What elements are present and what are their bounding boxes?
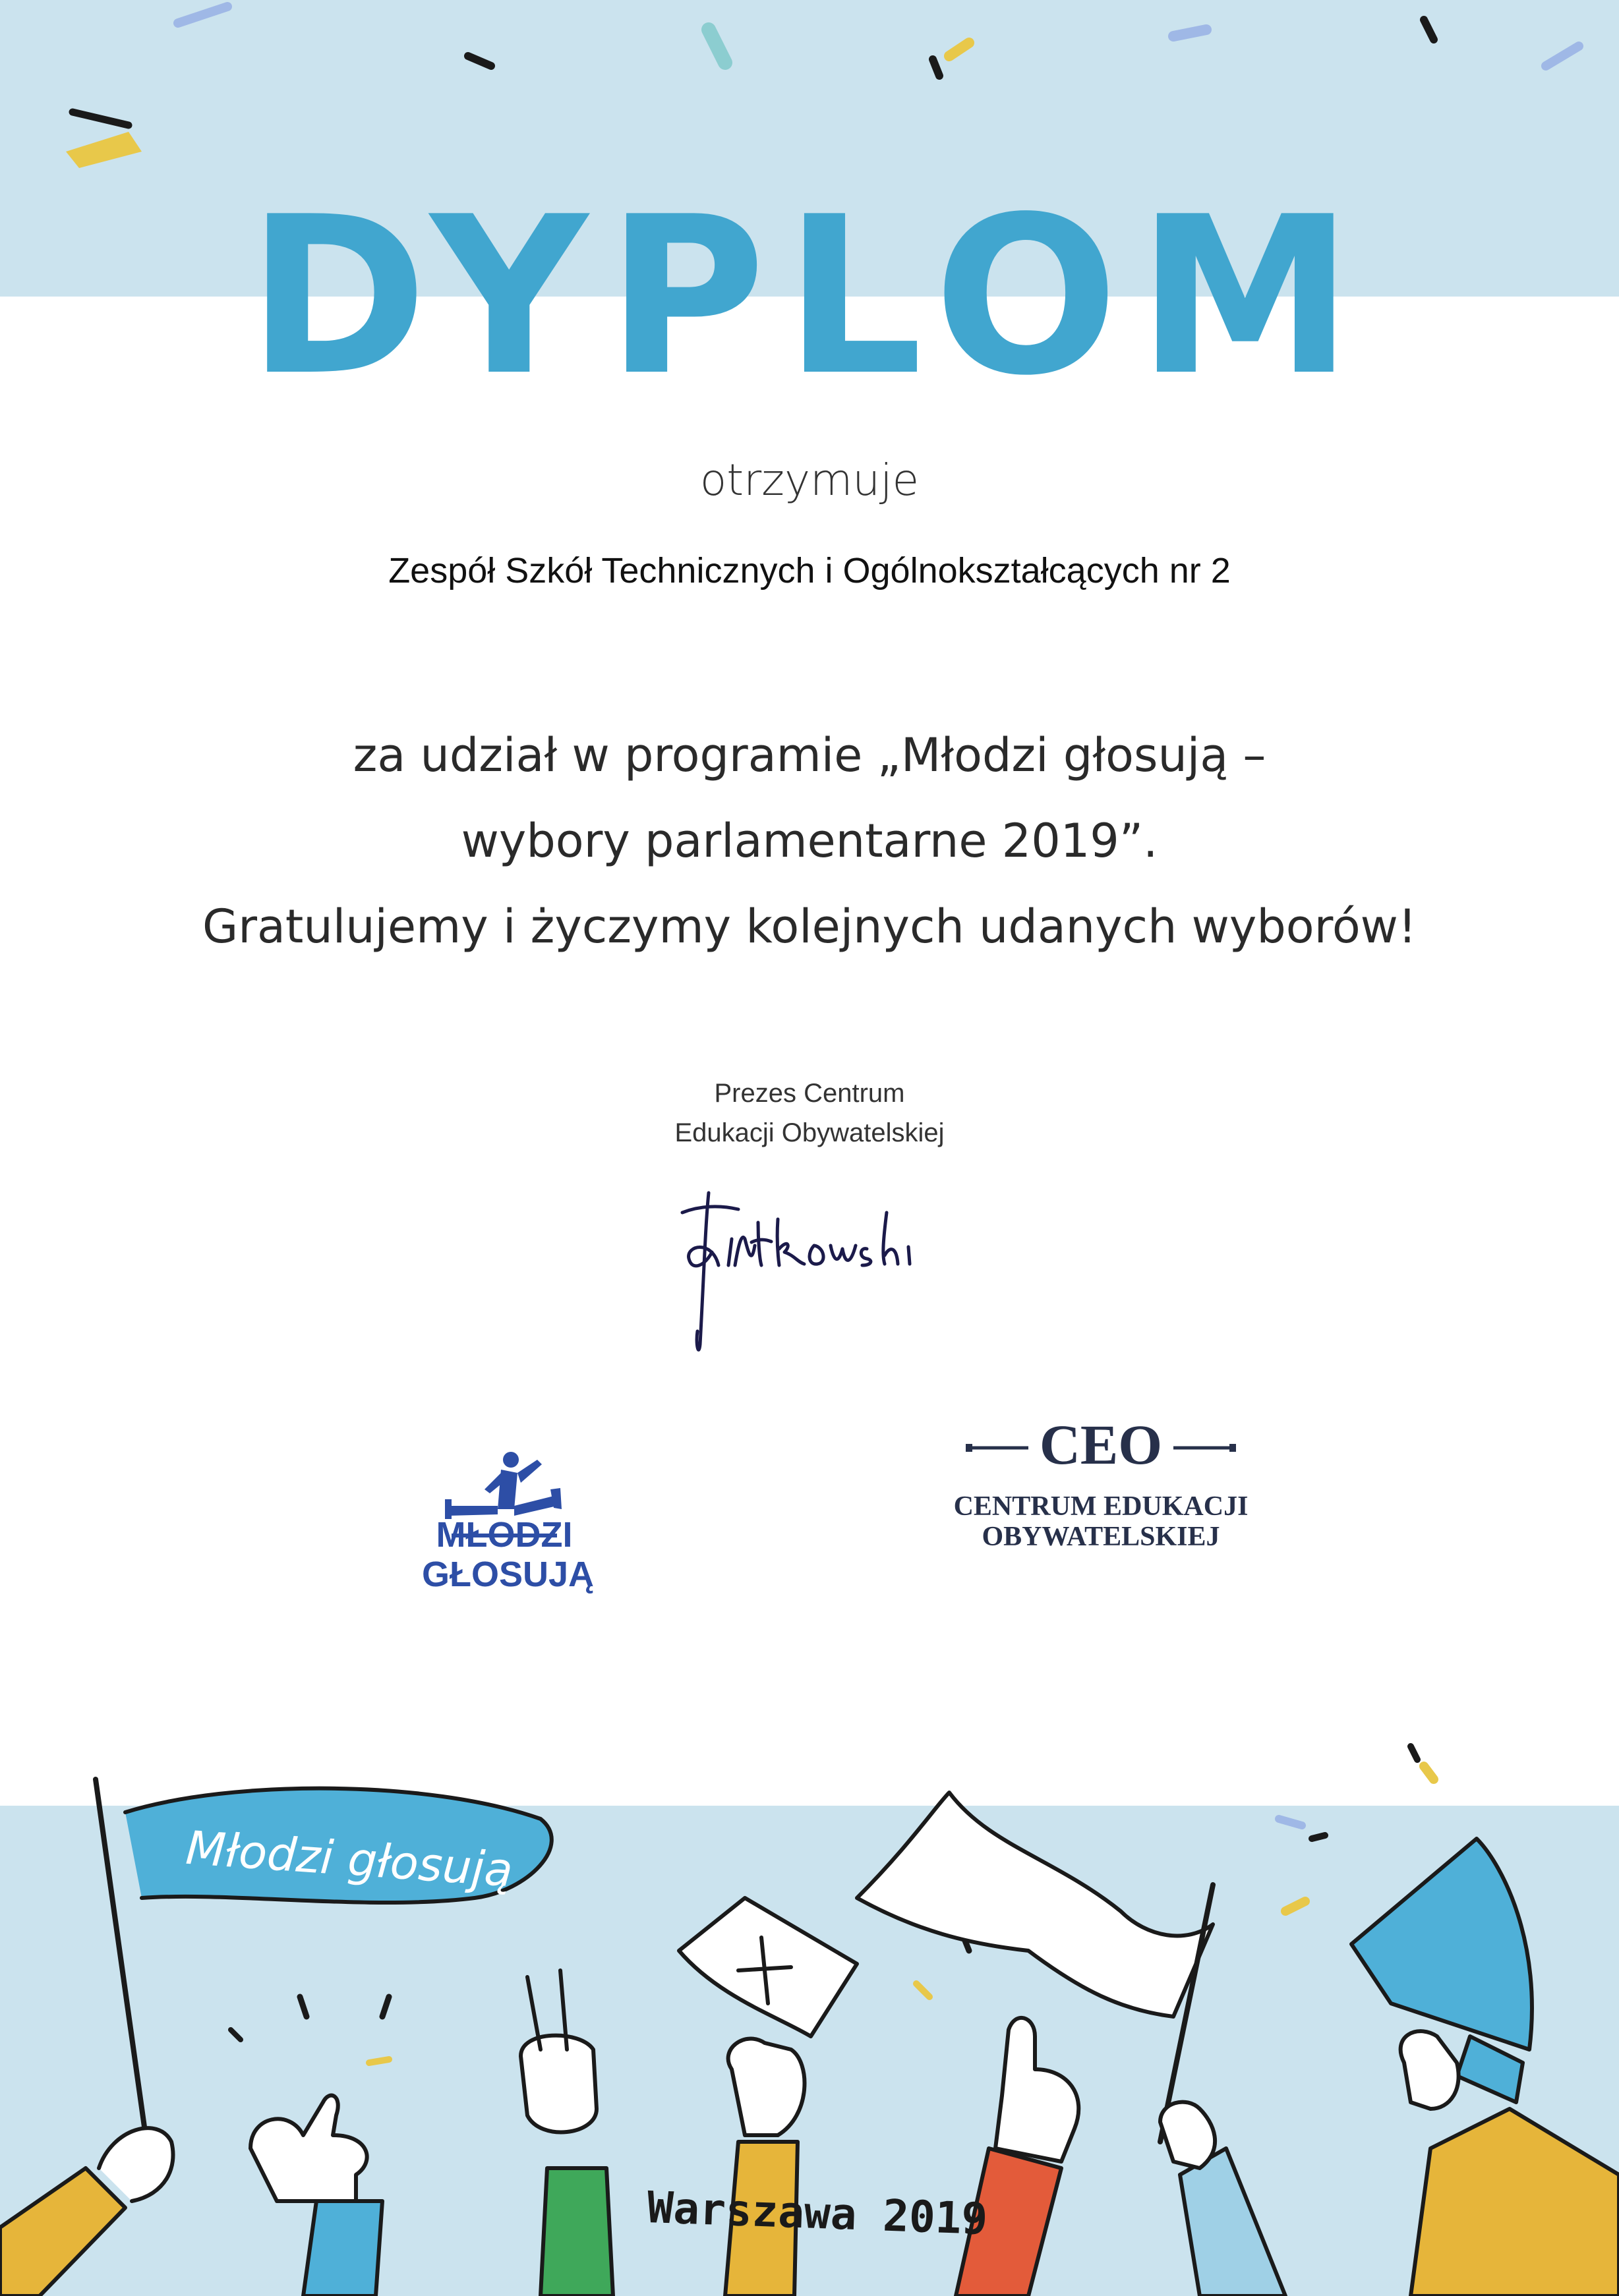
ceo-logo: [959, 1413, 1243, 1476]
recipient-name: Zespół Szkół Technicznych i Ogólnokształcących nr 2: [388, 551, 1231, 590]
mlodzi-logo-line-2: GŁOSUJĄ: [422, 1555, 595, 1594]
ceo-mark: CEO: [1039, 1413, 1163, 1476]
handwritten-signature: [666, 1173, 929, 1364]
place-and-date: Warszawa 2019: [646, 2182, 989, 2245]
receives-label: otrzymuje: [699, 455, 920, 505]
signatory-title-line-1: Prezes Centrum: [714, 1079, 905, 1108]
award-reason-line-1: za udział w programie „Młodzi głosują –: [353, 728, 1266, 782]
award-reason-line-2: wybory parlamentarne 2019”.: [461, 814, 1158, 868]
banner-text: Młodzi głosują: [184, 1820, 515, 1898]
signatory-title-line-2: Edukacji Obywatelskiej: [674, 1118, 945, 1147]
diploma-title: DYPLOM: [247, 170, 1372, 423]
ceo-subtitle-line-1: CENTRUM EDUKACJI: [953, 1491, 1249, 1522]
mlodzi-logo-line-1: MŁODZI: [436, 1515, 573, 1555]
congratulations-line: Gratulujemy i życzymy kolejnych udanych wyborów!: [202, 900, 1417, 954]
ceo-subtitle-line-2: OBYWATELSKIEJ: [982, 1522, 1220, 1552]
